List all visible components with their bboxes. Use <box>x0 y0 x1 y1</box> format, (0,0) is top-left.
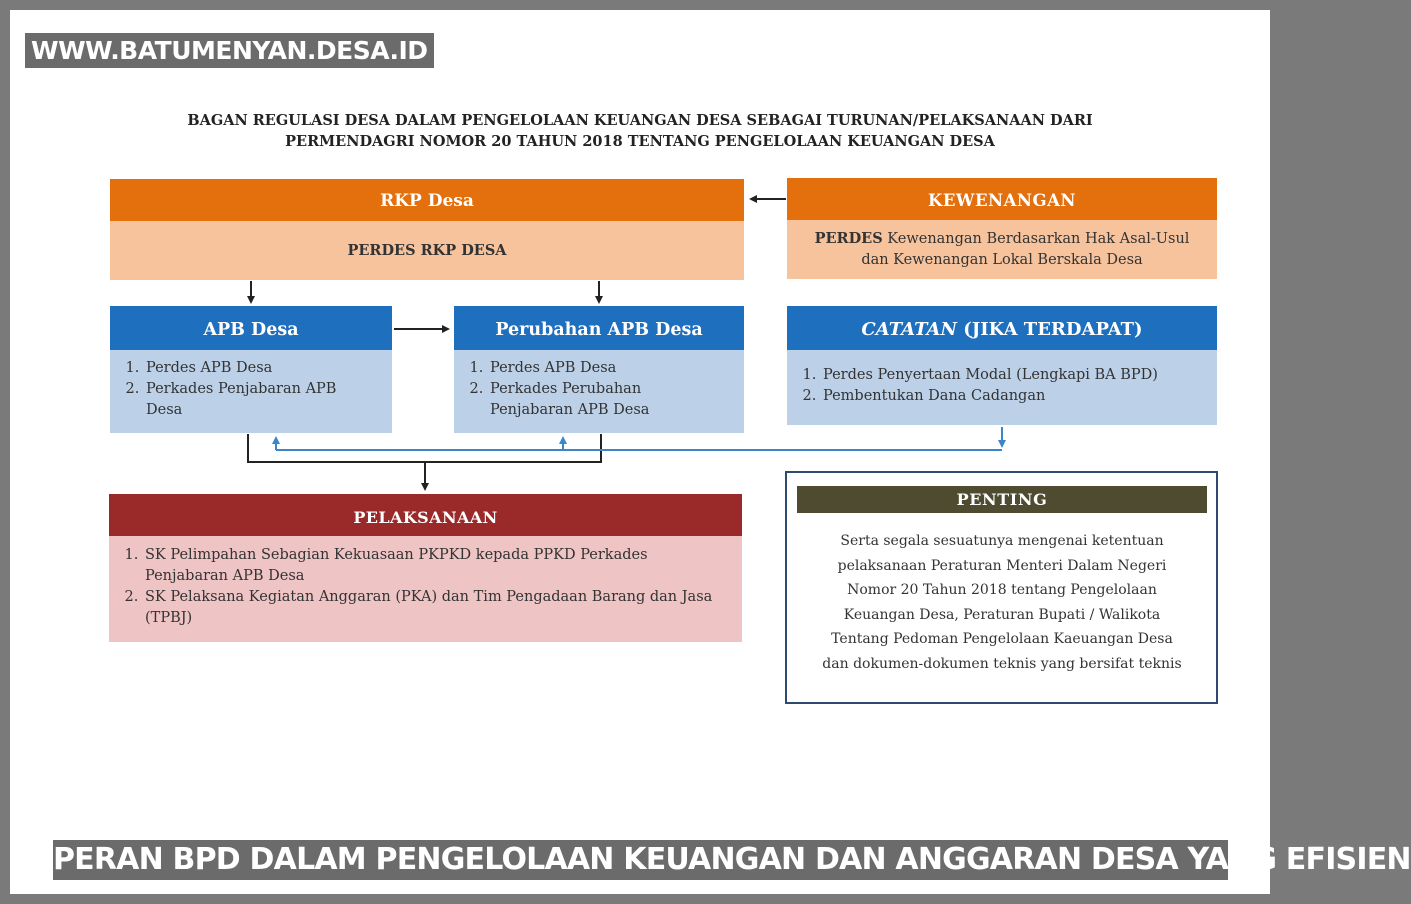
kewenangan-body-bold: PERDES <box>814 230 883 247</box>
rkp-desa-body: PERDES RKP DESA <box>110 221 744 280</box>
penting-header: PENTING <box>797 486 1207 513</box>
penting-line: Serta segala sesuatunya mengenai ketentuan <box>840 533 1164 549</box>
kewenangan-header: KEWENANGAN <box>787 178 1217 220</box>
pelaksanaan-box <box>109 494 742 642</box>
site-watermark: WWW.BATUMENYAN.DESA.ID <box>25 33 434 68</box>
kewenangan-box <box>787 178 1217 279</box>
perubahan-apb-desa-item: 1. Perdes APB Desa <box>488 358 744 379</box>
footer-title: PERAN BPD DALAM PENGELOLAAN KEUANGAN DAN ANGGARAN DESA YANG EFISIEN <box>53 840 1228 880</box>
pelaksanaan-header: PELAKSANAAN <box>109 494 742 536</box>
kewenangan-body <box>787 220 1217 279</box>
diagram-title <box>150 110 1130 152</box>
perubahan-apb-desa-box <box>454 306 744 433</box>
apb-desa-item: 1. Perdes APB Desa <box>144 358 392 379</box>
rkp-desa-box <box>110 179 744 280</box>
catatan-item: 2. Pembentukan Dana Cadangan <box>821 386 1217 407</box>
apb-desa-box <box>110 306 392 433</box>
apb-desa-header: APB Desa <box>110 306 392 350</box>
catatan-header-rest: (JIKA TERDAPAT) <box>956 319 1143 340</box>
penting-line: pelaksanaan Peraturan Menteri Dalam Negeri <box>837 557 1167 574</box>
penting-line: Keuangan Desa, Peraturan Bupati / Walikota <box>843 606 1161 623</box>
kewenangan-body-line-1: Kewenangan Berdasarkan Hak Asal-Usul <box>882 231 1190 247</box>
kewenangan-body-line-2: dan Kewenangan Lokal Berskala Desa <box>861 252 1143 268</box>
pelaksanaan-body <box>109 536 742 642</box>
catatan-header <box>787 306 1217 350</box>
catatan-header-italic: CATATAN <box>861 319 957 340</box>
diagram-title-line-1: BAGAN REGULASI DESA DALAM PENGELOLAAN KEUANGAN DESA SEBAGAI TURUNAN/PELAKSANAAN DARI <box>187 112 1093 129</box>
penting-line: Tentang Pedoman Pengelolaan Kaeuangan Desa <box>831 631 1173 648</box>
penting-line: Nomor 20 Tahun 2018 tentang Pengelolaan <box>847 582 1157 599</box>
pelaksanaan-item: 1. SK Pelimpahan Sebagian Kekuasaan PKPKD kepada PPKD Perkades Penjabaran APB Desa <box>143 545 742 587</box>
perubahan-apb-desa-body <box>454 350 744 433</box>
penting-box <box>785 471 1218 704</box>
catatan-box <box>787 306 1217 425</box>
perubahan-apb-desa-item: 2. Perkades Perubahan Penjabaran APB Desa <box>488 379 744 421</box>
penting-text <box>797 529 1207 677</box>
perubahan-apb-desa-header: Perubahan APB Desa <box>454 306 744 350</box>
catatan-item: 1. Perdes Penyertaan Modal (Lengkapi BA BPD) <box>821 365 1217 386</box>
pelaksanaan-item: 2. SK Pelaksana Kegiatan Anggaran (PKA) dan Tim Pengadaan Barang dan Jasa (TPBJ) <box>143 587 742 629</box>
catatan-body <box>787 350 1217 425</box>
rkp-desa-header: RKP Desa <box>110 179 744 221</box>
apb-desa-item: 2. Perkades Penjabaran APB Desa <box>144 379 392 421</box>
diagram-title-line-2: PERMENDAGRI NOMOR 20 TAHUN 2018 TENTANG PENGELOLAAN KEUANGAN DESA <box>285 133 995 150</box>
apb-desa-body <box>110 350 392 433</box>
penting-line: dan dokumen-dokumen teknis yang bersifat teknis <box>822 655 1182 672</box>
